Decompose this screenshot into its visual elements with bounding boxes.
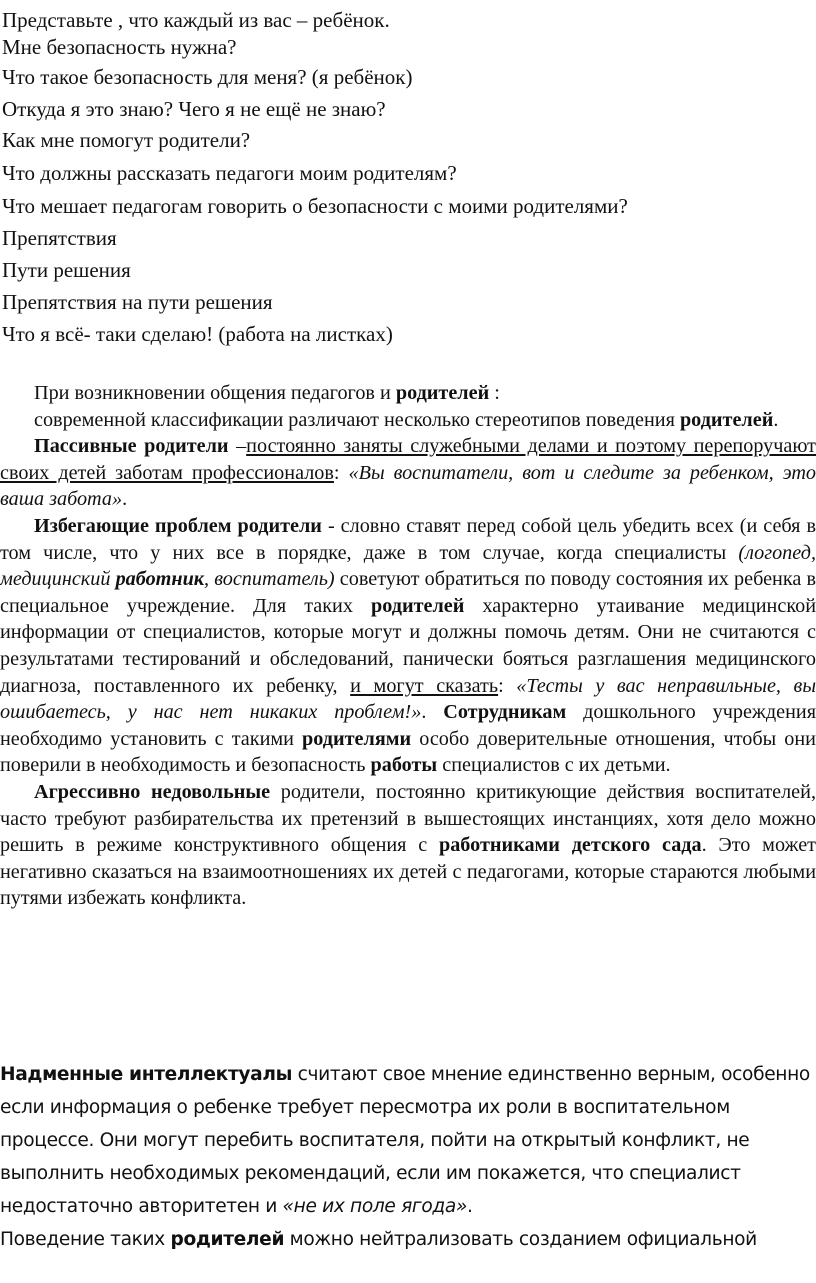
passive-parents-paragraph: Пассивные родители –постоянно заняты служебными делами и поэтому перепоручают своих детей заботам профессионалов: «Вы воспитатели, вот и следите за ребенком, это ваша забота». bbox=[0, 435, 816, 511]
question-line: Откуда я это знаю? Чего я не ещё не знаю? bbox=[2, 97, 386, 121]
arrogant-title: Надменные интеллектуалы bbox=[0, 1064, 293, 1085]
parent-types-section bbox=[0, 380, 816, 912]
question-line: Мне безопасность нужна? bbox=[2, 35, 237, 59]
intro-line: При возникновении общения педагогов и родителей : bbox=[34, 382, 500, 404]
intro-paragraph: современной классификации различают несколько стереотипов поведения родителей. bbox=[34, 408, 779, 431]
question-line: Как мне помогут родители? bbox=[2, 128, 251, 152]
aggressive-parents-paragraph: Агрессивно недовольные родители, постоянно критикующие действия воспитателей, часто требуют разбирательства их претензий в вышестоящих инстанциях, хотя дело можно решить в режиме конструктивного общения с работниками детского сада. Это может негативно сказаться на взаимоотношениях их детей с педагогами, которые стараются любыми путями избежать конфликта. bbox=[0, 780, 816, 910]
arrogant-parents-paragraph: Надменные интеллектуалы считают свое мнение единственно верным, особенно если информация о ребенке требует пересмотра их роли в воспитательном процессе. Они могут перебить воспитателя, пойти на открытый конфликт, не выполнить необходимых рекомендаций, если им покажется, что специалист недостаточно авторитетен и «не их поле ягода». bbox=[0, 1064, 810, 1217]
question-line: Что я всё- таки сделаю! (работа на листках) bbox=[2, 322, 393, 346]
arrogant-parents-continuation: Поведение таких родителей можно нейтрализовать созданием официальной bbox=[0, 1229, 757, 1250]
arrogant-parents-section bbox=[0, 1058, 816, 1256]
aggressive-title: Агрессивно недовольные bbox=[34, 780, 271, 803]
avoiding-title: Избегающие проблем родители bbox=[34, 514, 322, 537]
question-line: Что мешает педагогам говорить о безопасности с моими родителями? bbox=[2, 194, 628, 218]
question-line: Пути решения bbox=[2, 258, 131, 282]
avoiding-parents-paragraph: Избегающие проблем родители - словно ставят перед собой цель убедить всех (и себя в том числе, что у них все в порядке, даже в том случае, когда специалисты (логопед, медицинский работник, воспитатель) советуют обратиться по поводу состояния их ребенка в специальное учреждение. Для таких родителей характерно утаивание медицинской информации от специалистов, которые могут и должны помочь детям. Они не считаются с результатами тестирований и обследований, панически бояться разглашения медицинского диагноза, поставленного их ребенку, и могут сказать: «Тесты у вас неправильные, вы ошибаетесь, у нас нет никаких проблем!». Сотрудникам дошкольного учреждения необходимо установить с такими родителями особо доверительные отношения, чтобы они поверили в необходимость и безопасность работы специалистов с их детьми. bbox=[0, 514, 816, 777]
question-line: Препятствия на пути решения bbox=[2, 290, 273, 314]
question-line: Что такое безопасность для меня? (я ребёнок) bbox=[2, 65, 413, 89]
question-line: Препятствия bbox=[2, 226, 117, 250]
question-line: Представьте , что каждый из вас – ребёнок. bbox=[2, 8, 390, 32]
passive-title: Пассивные родители bbox=[34, 435, 229, 458]
question-line: Что должны рассказать педагоги моим родителям? bbox=[2, 161, 457, 185]
